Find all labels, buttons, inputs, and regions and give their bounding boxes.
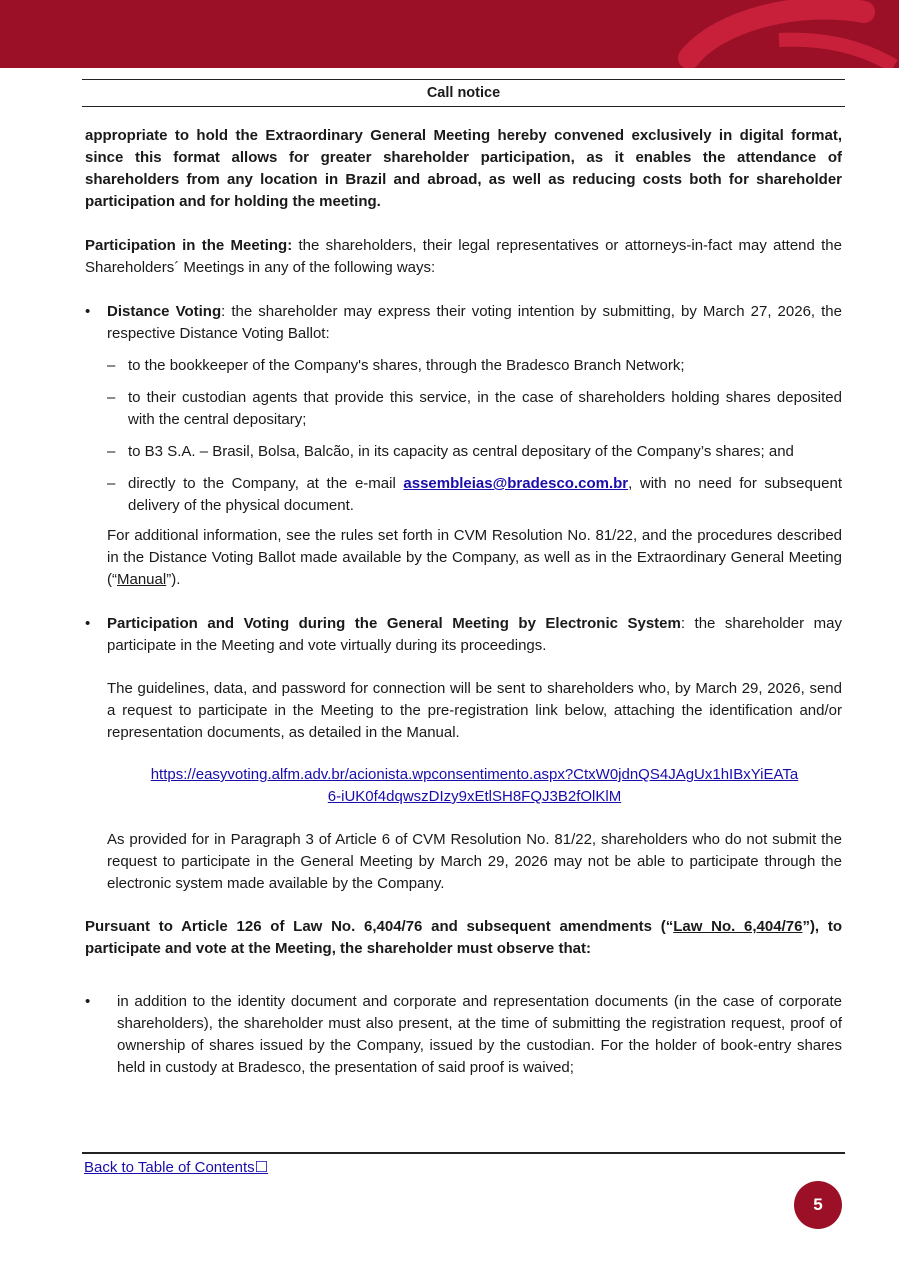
additional-pre: For additional information, see the rules set forth in CVM Resolution No. 81/22, and the procedures described in the Distance Voting Ballot made available by the Company, as well as in the Extraordinary General Meeting (“ — [107, 527, 842, 588]
bullet-icon: • — [85, 993, 91, 1010]
identity-paragraph: in addition to the identity document and corporate and representation documents (in the case of corporate shareholders), the shareholder must also present, at the time of submitting the registration request, proof of ownership of shares issued by the Company, issued by the custodian. For the holder of book-entry shares held in custody at Bradesco, the presentation of said proof is waived; — [117, 993, 842, 1076]
intro-paragraph: appropriate to hold the Extraordinary General Meeting hereby convened exclusively in digital format, since this format allows for greater shareholder participation, as it enables the attendance of shareholders from any location in Brazil and abroad, as well as reducing costs both for shareholder participation and for holding the meeting. — [85, 127, 842, 210]
email-pre: directly to the Company, at the e-mail — [128, 475, 404, 492]
list-item-distance-voting — [85, 301, 842, 345]
list-item-electronic-system — [85, 613, 842, 895]
distance-voting-paragraph — [107, 301, 842, 345]
participation-label: Participation in the Meeting: — [85, 237, 293, 254]
dash-icon: – — [107, 443, 116, 460]
manual-ref: Manual — [117, 571, 167, 588]
pursuant-pre: Pursuant to Article 126 of Law No. 6,404/76 and subsequent amendments (“ — [85, 918, 674, 935]
electronic-text: : the shareholder may participate in the Meeting and vote virtually during its proceedings. — [107, 615, 842, 654]
sub-item-email — [85, 473, 842, 517]
electronic-paragraph — [107, 613, 842, 657]
pre-registration-link-line-1[interactable]: https://easyvoting.alfm.adv.br/acionista.wpconsentimento.aspx?CtxW0jdnQS4JAgUx1hIBxYiEATa — [150, 766, 799, 783]
additional-info-block — [85, 525, 842, 591]
list-item-identity — [85, 991, 842, 1079]
provided-paragraph: As provided for in Paragraph 3 of Article 6 of CVM Resolution No. 81/22, shareholders who do not submit the request to participate in the General Meeting by March 29, 2026 may not be able to participate through the electronic system made available by the Company. — [107, 831, 842, 892]
distance-voting-label: Distance Voting — [107, 303, 222, 320]
dash-icon: – — [107, 357, 116, 374]
back-to-toc-link[interactable]: Back to Table of Contents☐ — [84, 1159, 269, 1176]
sub-item-custodian — [85, 387, 842, 431]
law-ref: Law No. 6,404/76 — [673, 918, 803, 935]
page-number-badge: 5 — [794, 1181, 842, 1229]
electronic-label: Participation and Voting during the General Meeting by Electronic System — [107, 615, 681, 632]
pursuant-paragraph — [85, 916, 842, 960]
dash-icon: – — [107, 475, 116, 492]
sub-item-text: to the bookkeeper of the Company's shares, through the Bradesco Branch Network; — [128, 357, 685, 374]
bullet-icon: • — [85, 615, 91, 632]
header-rule-bottom — [82, 106, 845, 107]
sub-item-email-text — [128, 473, 842, 517]
email-post: , with no need for subsequent delivery of the physical document. — [128, 475, 842, 514]
additional-info-paragraph — [107, 525, 842, 591]
sub-item-b3 — [85, 441, 842, 463]
footer-rule — [82, 1152, 845, 1154]
header-rule-top — [82, 79, 845, 80]
additional-post: ”). — [166, 571, 181, 588]
bullet-icon: • — [85, 303, 91, 320]
participation-text: the shareholders, their legal representatives or attorneys-in-fact may attend the Shareholders´ Meetings in any of the following ways: — [85, 237, 842, 276]
sub-item-text: to their custodian agents that provide this service, in the case of shareholders holding shares deposited with the central depositary; — [128, 389, 842, 428]
sub-item-bookkeeper — [85, 355, 842, 377]
sub-item-text: to B3 S.A. – Brasil, Bolsa, Balcão, in its capacity as central depositary of the Company’s shares; and — [128, 443, 794, 460]
brand-logo-icon — [659, 0, 899, 68]
participation-paragraph — [85, 235, 842, 279]
document-body — [85, 125, 842, 1079]
pursuant-post: ”), to participate and vote at the Meeting, the shareholder must observe that: — [85, 918, 842, 957]
pre-registration-link-block — [107, 764, 842, 808]
page-title: Call notice — [426, 85, 501, 101]
pre-registration-link-line-2[interactable]: 6-iUK0f4dqwszDIzy9xEtlSH8FQJ3B2fOlKlM — [327, 788, 622, 805]
distance-voting-text: : the shareholder may express their voting intention by submitting, by March 27, 2026, the respective Distance Voting Ballot: — [107, 303, 842, 342]
dash-icon: – — [107, 389, 116, 406]
guidelines-paragraph: The guidelines, data, and password for connection will be sent to shareholders who, by March 29, 2026, send a request to participate in the Meeting to the pre-registration link below, attaching the identification and/or representation documents, as detailed in the Manual. — [107, 680, 842, 741]
header-banner — [0, 0, 899, 68]
email-link[interactable]: assembleias@bradesco.com.br — [403, 475, 629, 492]
